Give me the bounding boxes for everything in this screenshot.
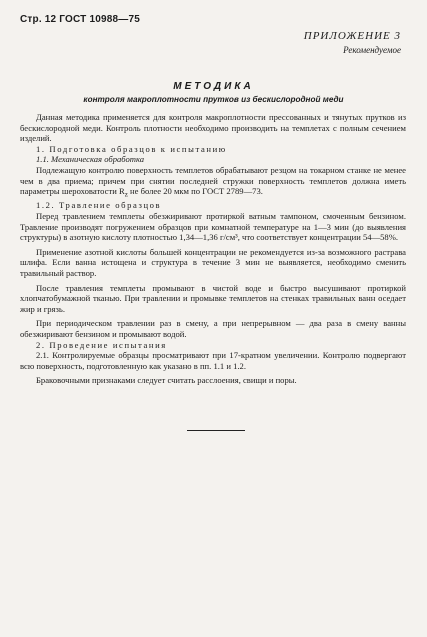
section-2-heading: 2. Проведение испытания bbox=[36, 339, 167, 350]
section-1-1-tail: не более 20 мкм по ГОСТ 2789—73. bbox=[127, 186, 263, 197]
section-1-2-heading: 1.2. Травление образцов bbox=[36, 200, 162, 211]
appendix-block bbox=[304, 30, 401, 55]
section-1-2-paragraph-4: При периодическом травлении раз в смену, а при непрерывном — два раза в смену ванны обезжиривают бензином и промывают водой. bbox=[20, 318, 406, 339]
end-rule bbox=[187, 430, 245, 431]
section-1-1-paragraph bbox=[20, 165, 406, 201]
section-1-heading: 1. Подготовка образцов к испытанию bbox=[36, 143, 227, 154]
appendix-title: ПРИЛОЖЕНИЕ 3 bbox=[303, 30, 401, 42]
section-1-2-paragraph-2: Применение азотной кислоты большей концентрации не рекомендуется из-за возможного растрава шлифа. Если ванна истощена и структура в течение 3 мин не выявляется, необходимо сменить травильный раствор. bbox=[20, 246, 406, 279]
section-1-1-heading: 1.1. Механическая обработка bbox=[36, 154, 145, 165]
document-subtitle: контроля макроплотности прутков из бескислородной меди bbox=[83, 95, 344, 104]
document-title: МЕТОДИКА bbox=[173, 81, 254, 92]
document-body bbox=[20, 112, 406, 386]
intro-paragraph: Данная методика применяется для контроля макроплотности прессованных и тянутых прутков из бескислородной меди. Контроль плотности необходимо производить на темплетах с полным сечением изделий. bbox=[20, 112, 406, 144]
appendix-note: Рекомендуемое bbox=[343, 45, 401, 55]
section-2-1-paragraph: 2.1. Контролируемые образцы просматривают при 17-кратном увеличении. Контролю подвергают всю поверхность, подготовленную как указано в пп. 1.1 и 1.2. bbox=[20, 350, 406, 371]
section-1-2-paragraph: Перед травлением темплеты обезжиривают протиркой ватным тампоном, смоченным бензином. Травление производят погружением образцов при комнатной температуре на 1—3 мин (до выявления структуры) в азотную кислоту плотностью 1,34—1,36 г/см³, что соответствует концентрации 54—58%. bbox=[20, 211, 406, 243]
section-1-2-paragraph-3: После травления темплеты промывают в чистой воде и быстро высушивают протиркой хлопчатобумажной тканью. При травлении и промывке темплетов на стенках травильных ванн оседает жир и грязь. bbox=[20, 282, 406, 314]
roughness-subscript: z bbox=[124, 190, 128, 199]
section-1-1-text: Подлежащую контролю поверхность темплетов обрабатывают резцом на токарном станке не менее чем в два приема; причем при снятии последней стружки поверхность темплетов должна иметь параметры шероховатости R bbox=[20, 164, 406, 197]
section-2-2-paragraph: Браковочными признаками следует считать расслоения, свищи и поры. bbox=[36, 375, 297, 386]
page-header: Стр. 12 ГОСТ 10988—75 bbox=[20, 14, 140, 25]
